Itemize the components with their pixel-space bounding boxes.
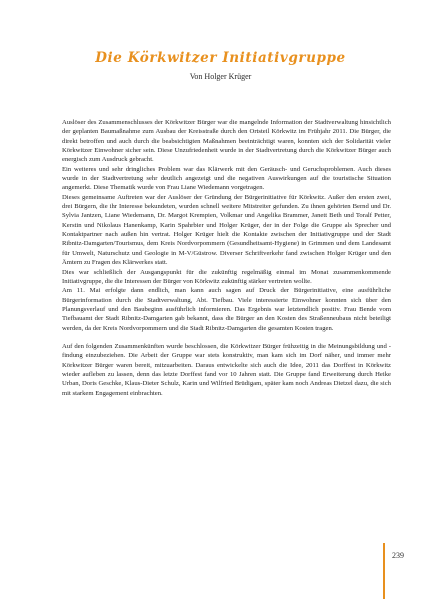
article-title: Die Körkwitzer Initiativgruppe (95, 50, 346, 66)
paragraph: Ein weiteres und sehr dringliches Problem war das Klärwerk mit den Geräusch- und Geruchsproblemen. Auch dieses wurde in der Stadtvertretung sehr deutlich angezeigt und die negativen Auswirkungen auf die touristische Situation angemerkt. Diese Thematik wurde von Frau Liane Wiedemann vorgetragen. (62, 165, 391, 192)
paragraph: Dieses gemeinsame Auftreten war der Auslöser der Gründung der Bürgerinitiative für Körkwitz. Außer den ersten zwei, drei Bürgern, die ihr Interesse bekundeten, wurden schnell weitere Mitstreiter gefunden. Zu ihnen gehörten Bernd und Dr. Sylvia Jantzen, Liane Wiedemann, Dr. Margot Krempien, Volkmar und Angelika Brammer, Janett Beth und Toralf Petter, Kerstin und Nikolaus Hanenkamp, Karin Spahrbier und Holger Krüger, der in der Folge die Gruppe als Sprecher und Kontaktpartner nach außen hin vertrat. Holger Krüger hielt die Kontakte zwischen der Initiativgruppe und der Stadt Ribnitz-Damgarten/Tourismus, dem Kreis Nordvorpommern (Gesundheitsamt-Hygiene) in Grimmen und dem Landesamt für Umwelt, Naturschutz und Geologie in M-V/Güstrow. Diverser Schriftverkehr fand zwischen Holger Krüger und den Ämtern zu Fragen des Klärwerkes statt. (62, 193, 391, 267)
page-number: 239 (392, 551, 404, 560)
page-margin-rule (383, 543, 385, 599)
article-body (62, 118, 391, 398)
article-byline: Von Holger Krüger (189, 72, 252, 81)
paragraph: Auslöser des Zusammenschlusses der Körkwitzer Bürger war die mangelnde Information der Stadtverwaltung hinsichtlich der geplanten Baumaßnahme zum Ausbau der Kreisstraße durch den Ortsteil Körkwitz im Frühjahr 2011. Die Bürger, die direkt betroffen und auch durch die beabsichtigten Maßnahmen beeinträchtigt waren, konnten sich der Solidarität vieler Körkwitzer Einwohner sicher sein. Diese Unzufriedenheit wurde in der Stadtvertretung durch die Körkwitzer Bürger auch energisch zum Ausdruck gebracht. (62, 119, 391, 164)
paragraph: Dies war schließlich der Ausgangspunkt für die zukünftig regelmäßig einmal im Monat zusammenkommende Initiativgruppe, die die Interessen der Bürger von Körkwitz zukünftig stärker vertreten wollte. (62, 268, 391, 285)
paragraph: Am 11. Mai erfolgte dann endlich, man kann auch sagen auf Druck der Bürgerinitiative, eine ausführliche Bürgerinformation durch die Stadtverwaltung, Abt. Tiefbau. Viele interessierte Einwohner konnten sich über den Planungsverlauf und den Baubeginn ausführlich informieren. Das Ergebnis war letztendlich positiv. Frau Bende vom Tiefbauamt der Stadt Ribnitz-Damgarten gab bekannt, dass die Bürger an den Kosten des Straßenneubaus nicht beteiligt werden, da der Kreis Nordvorpommern und die Stadt Ribnitz-Damgarten die gesamten Kosten tragen. (62, 287, 391, 332)
paragraph: Auf den folgenden Zusammenkünften wurde beschlossen, die Körkwitzer Bürger frühzeitig in die Meinungsbildung und -findung einzubeziehen. Die Arbeit der Gruppe war stets konstruktiv, man kam sich im Dorf näher, und immer mehr Körkwitzer Bürger waren bereit, mitzuarbeiten. Daraus entwickelte sich auch die Idee, 2011 das Dorffest in Körkwitz wieder aufleben zu lassen, denn das letzte Dorffest fand vor 10 Jahren statt. Die Gruppe fand Erweiterung durch Heike Urban, Doris Geschke, Klaus-Dieter Schulz, Karin und Wilfried Brüdigam, später kam noch Andreas Dietzel dazu, die sich mit starkem Engagement einbrachten. (62, 342, 391, 397)
